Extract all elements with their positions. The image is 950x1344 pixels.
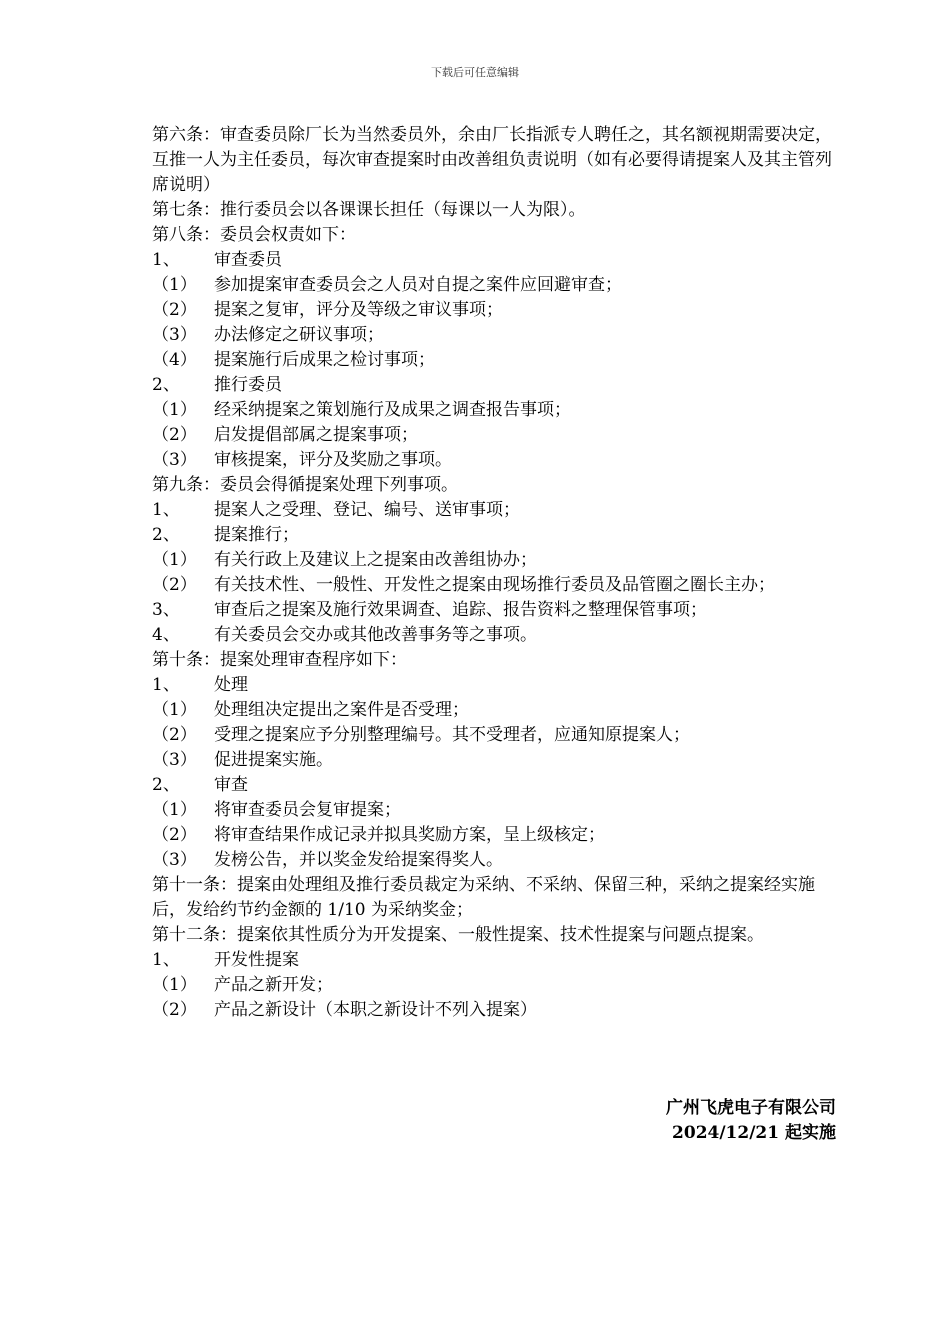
- article-10-heading: 第十条：提案处理审查程序如下：: [152, 650, 407, 670]
- item-text: 审查: [214, 775, 248, 795]
- list-item: [152, 498, 842, 523]
- item-number: （3）: [152, 450, 197, 470]
- list-item: [152, 548, 842, 573]
- item-number: 2、: [152, 525, 180, 545]
- item-number: （1）: [152, 400, 197, 420]
- item-text: 有关委员会交办或其他改善事务等之事项。: [214, 625, 537, 645]
- item-text: 处理: [214, 675, 248, 695]
- item-number: （3）: [152, 325, 197, 345]
- item-text: 参加提案审查委员会之人员对自提之案件应回避审查；: [214, 275, 622, 295]
- item-text: 审核提案，评分及奖励之事项。: [214, 450, 452, 470]
- item-number: （3）: [152, 750, 197, 770]
- item-text: 推行委员: [214, 375, 282, 395]
- item-text: 产品之新开发；: [214, 975, 333, 995]
- item-text: 提案之复审，评分及等级之审议事项；: [214, 300, 503, 320]
- list-item: [152, 323, 842, 348]
- list-item: [152, 523, 842, 548]
- list-item: [152, 623, 842, 648]
- item-text: 处理组决定提出之案件是否受理；: [214, 700, 469, 720]
- list-item: [152, 773, 842, 798]
- item-number: （2）: [152, 725, 197, 745]
- list-item: [152, 423, 842, 448]
- item-number: （3）: [152, 850, 197, 870]
- list-item: [152, 998, 842, 1023]
- item-text: 受理之提案应予分别整理编号。其不受理者，应通知原提案人；: [214, 725, 690, 745]
- item-number: （2）: [152, 300, 197, 320]
- list-item: [152, 823, 842, 848]
- item-number: 3、: [152, 600, 180, 620]
- item-number: （1）: [152, 975, 197, 995]
- article-12-heading: 第十二条：提案依其性质分为开发提案、一般性提案、技术性提案与问题点提案。: [152, 925, 764, 945]
- item-number: （2）: [152, 1000, 197, 1020]
- item-text: 有关行政上及建议上之提案由改善组协办；: [214, 550, 537, 570]
- item-text: 产品之新设计（本职之新设计不列入提案）: [214, 1000, 537, 1020]
- item-text: 启发提倡部属之提案事项；: [214, 425, 418, 445]
- effective-date: 2024/12/21 起实施: [672, 1123, 836, 1143]
- item-number: （2）: [152, 575, 197, 595]
- item-number: （1）: [152, 700, 197, 720]
- list-item: [152, 798, 842, 823]
- signature-block: [666, 1096, 836, 1146]
- item-number: （1）: [152, 275, 197, 295]
- list-item: [152, 673, 842, 698]
- item-number: （1）: [152, 800, 197, 820]
- item-number: （2）: [152, 825, 197, 845]
- item-number: （2）: [152, 425, 197, 445]
- item-number: 1、: [152, 250, 180, 270]
- item-number: （1）: [152, 550, 197, 570]
- item-text: 有关技术性、一般性、开发性之提案由现场推行委员及品管圈之圈长主办；: [214, 575, 775, 595]
- article-11: 第十一条：提案由处理组及推行委员裁定为采纳、不采纳、保留三种，采纳之提案经实施后，发给约节约金额的 1/10 为采纳奖金；: [152, 875, 815, 920]
- list-item: [152, 373, 842, 398]
- article-7: 第七条：推行委员会以各课课长担任（每课以一人为限）。: [152, 200, 586, 220]
- list-item: [152, 748, 842, 773]
- item-text: 审查后之提案及施行效果调查、追踪、报告资料之整理保管事项；: [214, 600, 707, 620]
- item-text: 经采纳提案之策划施行及成果之调查报告事项；: [214, 400, 571, 420]
- company-name: 广州飞虎电子有限公司: [666, 1098, 836, 1118]
- item-text: 发榜公告，并以奖金发给提案得奖人。: [214, 850, 503, 870]
- list-item: [152, 348, 842, 373]
- item-number: 1、: [152, 675, 180, 695]
- item-number: 1、: [152, 500, 180, 520]
- list-item: [152, 298, 842, 323]
- list-item: [152, 398, 842, 423]
- document-body: [152, 123, 842, 1023]
- list-item: [152, 273, 842, 298]
- list-item: [152, 723, 842, 748]
- item-text: 促进提案实施。: [214, 750, 333, 770]
- article-6: 第六条：审查委员除厂长为当然委员外，余由厂长指派专人聘任之，其名额视期需要决定，互推一人为主任委员，每次审查提案时由改善组负责说明（如有必要得请提案人及其主管列席说明）: [152, 125, 832, 195]
- list-item: [152, 973, 842, 998]
- item-text: 将审查结果作成记录并拟具奖励方案，呈上级核定；: [214, 825, 605, 845]
- item-number: 1、: [152, 950, 180, 970]
- list-item: [152, 248, 842, 273]
- list-item: [152, 448, 842, 473]
- list-item: [152, 598, 842, 623]
- item-text: 审查委员: [214, 250, 282, 270]
- item-text: 提案施行后成果之检讨事项；: [214, 350, 435, 370]
- item-number: 2、: [152, 375, 180, 395]
- item-number: 4、: [152, 625, 180, 645]
- list-item: [152, 848, 842, 873]
- list-item: [152, 573, 842, 598]
- item-text: 办法修定之研议事项；: [214, 325, 384, 345]
- item-text: 提案人之受理、登记、编号、送审事项；: [214, 500, 520, 520]
- list-item: [152, 948, 842, 973]
- list-item: [152, 698, 842, 723]
- item-number: （4）: [152, 350, 197, 370]
- article-9-heading: 第九条：委员会得循提案处理下列事项。: [152, 475, 458, 495]
- item-text: 将审查委员会复审提案；: [214, 800, 401, 820]
- item-number: 2、: [152, 775, 180, 795]
- article-8-heading: 第八条：委员会权责如下：: [152, 225, 356, 245]
- item-text: 开发性提案: [214, 950, 299, 970]
- page-header-note: 下载后可任意编辑: [431, 66, 519, 79]
- item-text: 提案推行；: [214, 525, 299, 545]
